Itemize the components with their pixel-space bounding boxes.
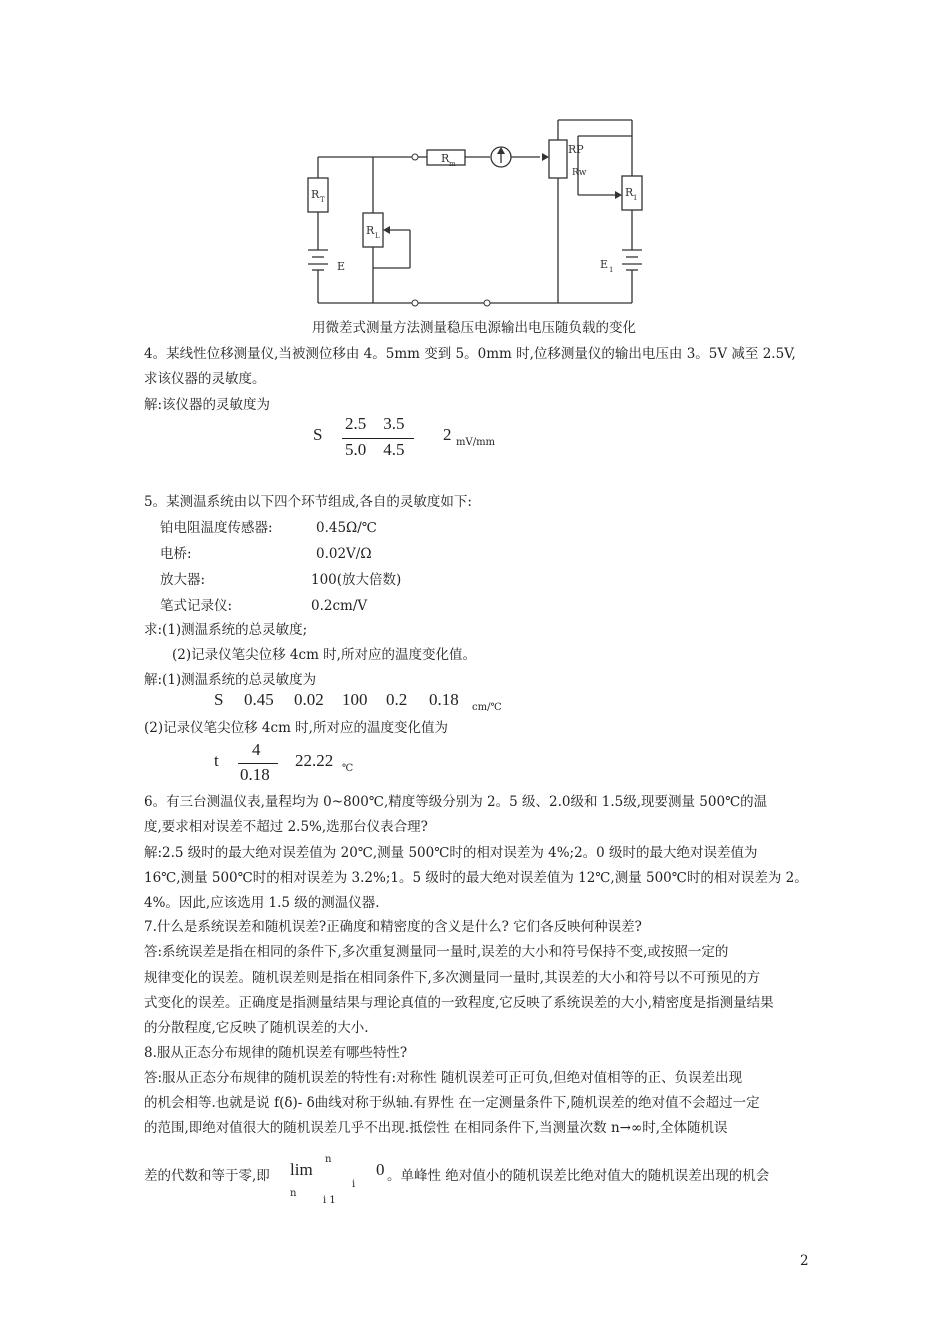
label-rm-sub: m <box>449 160 456 168</box>
q8-answer-line3: 的范围,即绝对值很大的随机误差几乎不出现.抵偿性 在相同条件下,当测量次数 n→∞时,全体随机误 <box>144 1120 728 1136</box>
label-rw: Rw <box>572 168 587 178</box>
q5-s-unit: cm/℃ <box>472 702 502 713</box>
label-r1-sub: 1 <box>633 194 638 202</box>
q8-answer-line2: 的机会相等.也就是说 f(δ)- δ曲线对称于纵轴.有界性 在一定测量条件下,随机误差的绝对值不会超过一定 <box>144 1095 760 1111</box>
q5-ask2: (2)记录仪笔尖位移 4cm 时,所对应的温度变化值。 <box>172 647 476 663</box>
q5-t-symbol: t <box>214 751 219 770</box>
q4-fraction-bar <box>342 438 414 439</box>
q5-factor: 0.45 <box>244 690 274 709</box>
label-rt: R <box>311 188 320 201</box>
q6-answer-line1: 解:2.5 级时的最大绝对误差值为 20℃,测量 500℃时的相对误差为 4%;2。0 级时的最大绝对误差值为 <box>144 845 758 861</box>
label-e: E <box>337 260 346 273</box>
q8-sum-upper: n <box>325 1154 332 1165</box>
q5-factor: 0.2 <box>386 690 408 709</box>
q5-t-numerator: 4 <box>252 740 261 759</box>
q5-ask1: 求:(1)测温系统的总灵敏度; <box>144 622 308 638</box>
q5-intro: 5。某测温系统由以下四个环节组成,各自的灵敏度如下: <box>144 494 472 510</box>
label-e1-sub: 1 <box>609 266 614 274</box>
q5-item-value: 0.45Ω/℃ <box>316 520 377 536</box>
q7-answer-line4: 的分散程度,它反映了随机误差的大小. <box>144 1020 369 1036</box>
q4-denominator: 5.0 4.5 <box>345 440 405 459</box>
q8-i-sub: i <box>352 1179 356 1190</box>
q5-sol1: 解:(1)测温系统的总灵敏度为 <box>144 672 317 688</box>
q8-lim: lim <box>290 1160 313 1179</box>
q5-factor: 0.02 <box>294 690 324 709</box>
label-rm: R <box>441 152 450 165</box>
label-rp: RP <box>568 143 584 156</box>
q4-unit: mV/mm <box>456 437 496 448</box>
label-e1: E <box>600 258 609 271</box>
q5-item-value: 100(放大倍数) <box>311 572 402 588</box>
q7-question: 7.什么是系统误差和随机误差?正确度和精密度的含义是什么? 它们各反映何种误差? <box>144 919 642 935</box>
q8-answer-line4-pre: 差的代数和等于零,即 <box>144 1168 270 1184</box>
q5-item-name: 放大器: <box>160 572 206 588</box>
q5-item-name: 笔式记录仪: <box>160 598 233 614</box>
q5-s-symbol: S <box>214 690 224 709</box>
q5-item-name: 电桥: <box>160 546 192 562</box>
q6-answer-line2: 16℃,测量 500℃时的相对误差为 3.2%;1。5 级时的最大绝对误差值为 12℃,测量 500℃时的相对误差为 2。 <box>144 870 808 886</box>
q5-item-value: 0.2cm/V <box>311 598 368 614</box>
q4-line2: 求该仪器的灵敏度。 <box>144 371 266 387</box>
q7-answer-line2: 规律变化的误差。随机误差则是指在相同条件下,多次测量同一量时,其误差的大小和符号以不可预见的方 <box>144 970 761 986</box>
q5-t-denominator: 0.18 <box>240 765 270 784</box>
figure-caption: 用微差式测量方法测量稳压电源输出电压随负载的变化 <box>312 320 636 336</box>
label-rt-sub: T <box>320 196 325 204</box>
q6-answer-line3: 4%。因此,应该选用 1.5 级的测温仪器. <box>144 895 380 911</box>
q5-factor: 100 <box>342 690 368 709</box>
q8-zero: 0 <box>376 1160 385 1179</box>
q4-result: 2 <box>443 425 452 444</box>
q5-t-result: 22.22 <box>295 751 334 770</box>
label-rl: R <box>366 224 375 237</box>
q5-item-name: 铂电阻温度传感器: <box>160 520 273 536</box>
label-rl-sub: L <box>375 232 380 240</box>
resistor-rp <box>549 140 567 178</box>
q7-answer-line1: 答:系统误差是指在相同的条件下,多次重复测量同一量时,误差的大小和符号保持不变,或按照一定的 <box>144 944 729 960</box>
q4-line1: 4。某线性位移测量仪,当被测位移由 4。5mm 变到 5。0mm 时,位移测量仪的输出电压由 3。5V 减至 2.5V, <box>144 346 796 362</box>
q4-numerator: 2.5 3.5 <box>345 414 405 433</box>
q8-lim-sub: n <box>290 1188 297 1199</box>
q8-answer-line1: 答:服从正态分布规律的随机误差的特性有:对称性 随机误差可正可负,但绝对值相等的正、负误差出现 <box>144 1070 743 1086</box>
q4-solution-label: 解:该仪器的灵敏度为 <box>144 397 271 413</box>
q6-line1: 6。有三台测温仪表,量程均为 0~800℃,精度等级分别为 2。5 级、2.0级和 1.5级,现要测量 500℃的温 <box>144 794 768 810</box>
circuit-diagram <box>300 110 650 315</box>
q5-s-result: 0.18 <box>429 690 459 709</box>
page-number: 2 <box>800 1253 809 1269</box>
q5-t-unit: ℃ <box>342 763 354 774</box>
q5-t-fraction-bar <box>238 763 278 764</box>
q8-answer-line4-post: 。单峰性 绝对值小的随机误差比绝对值大的随机误差出现的机会 <box>387 1168 770 1184</box>
q4-s-symbol: S <box>313 425 323 444</box>
q7-answer-line3: 式变化的误差。正确度是指测量结果与理论真值的一致程度,它反映了系统误差的大小,精密度是指测量结果 <box>144 995 774 1011</box>
q5-sol2: (2)记录仪笔尖位移 4cm 时,所对应的温度变化值为 <box>144 720 448 736</box>
q8-sum-lower: i 1 <box>323 1195 336 1206</box>
q5-item-value: 0.02V/Ω <box>316 546 372 562</box>
q6-line2: 度,要求相对误差不超过 2.5%,选那台仪表合理? <box>144 819 428 835</box>
q8-question: 8.服从正态分布规律的随机误差有哪些特性? <box>144 1045 408 1061</box>
label-r1: R <box>625 186 634 199</box>
